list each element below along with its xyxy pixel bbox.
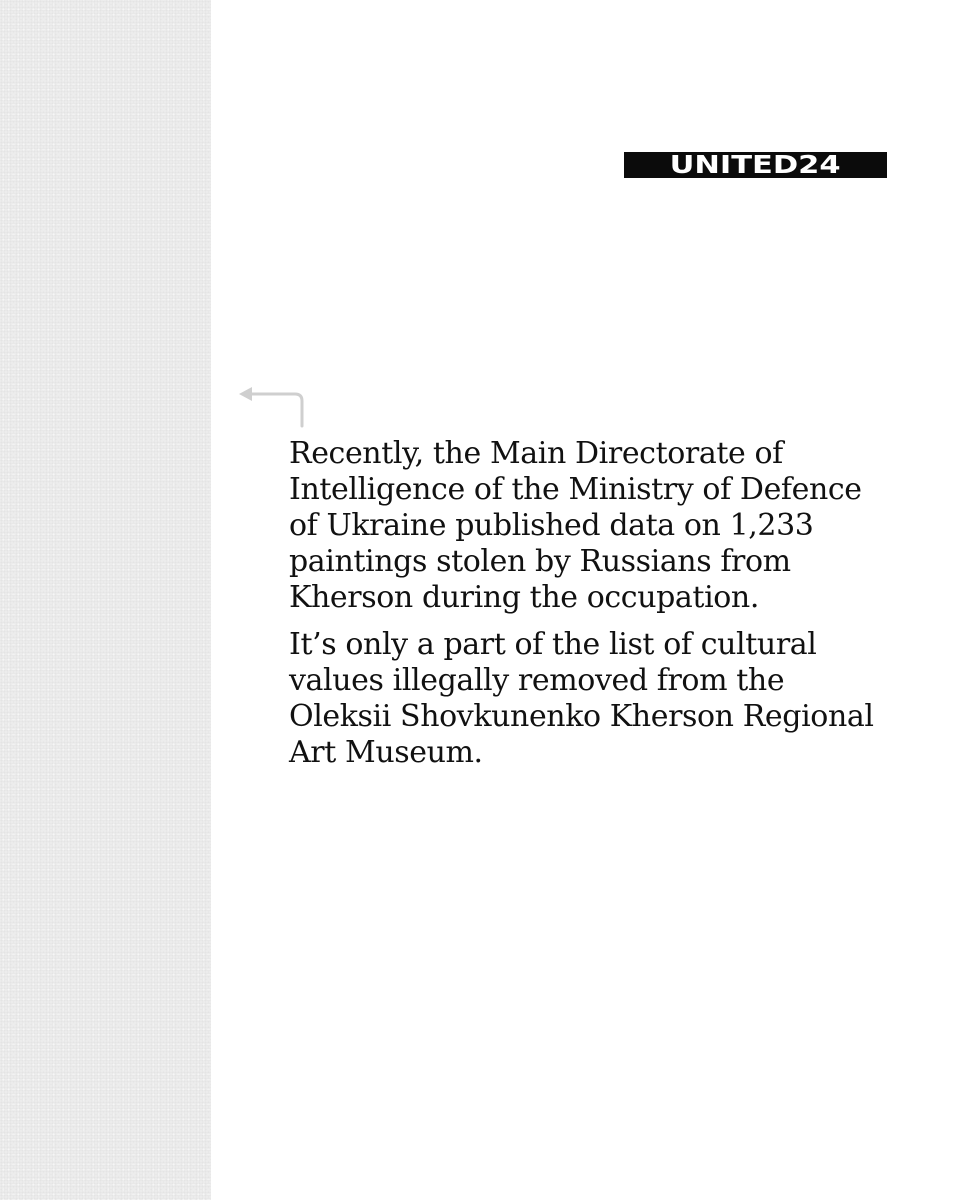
return-arrow-left-icon bbox=[236, 384, 308, 428]
paragraph-2: It’s only a part of the list of cultural values illegally removed from the Oleksii Shovkunenko Kherson Regional Art Museum. bbox=[289, 627, 874, 770]
article-text bbox=[289, 436, 929, 782]
paragraph-1: Recently, the Main Directorate of Intelligence of the Ministry of Defence of Ukraine published data on 1,233 paintings stolen by Russians from Kherson during the occupation. bbox=[289, 436, 862, 615]
side-strip bbox=[0, 0, 211, 1200]
united24-logo bbox=[624, 152, 887, 178]
logo-text: UNITED24 bbox=[669, 152, 842, 178]
